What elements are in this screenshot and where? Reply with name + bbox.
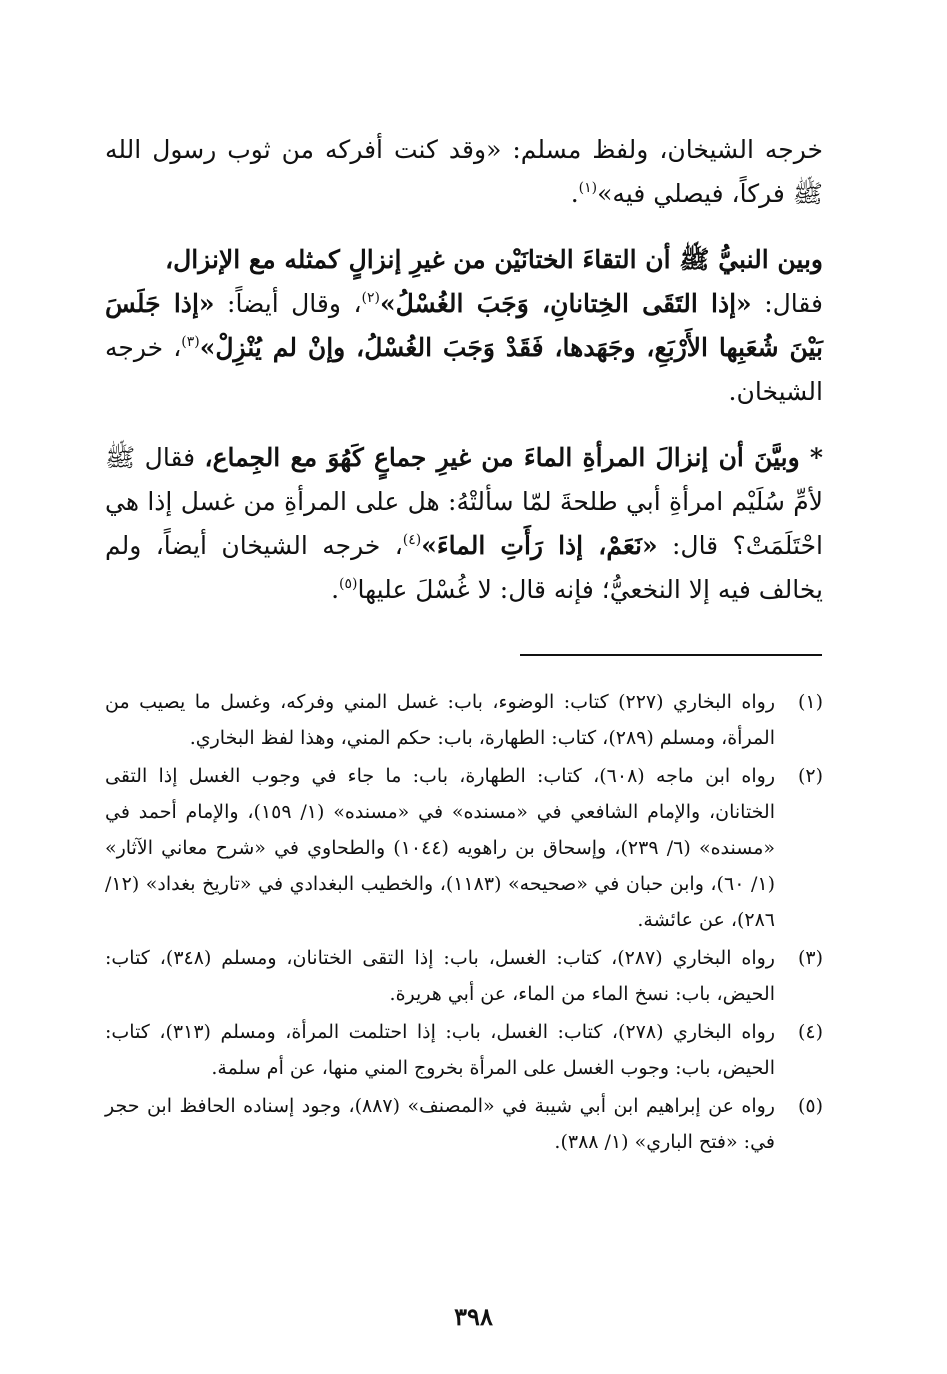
paragraph-3-lead: * وبيَّنَ أن إنزالَ المرأةِ الماءَ من غيرِ جماعٍ كَهُوَ مع الجِماع، (204, 443, 823, 472)
footnote-5 (105, 1088, 823, 1160)
paragraph-3-end: . (331, 575, 340, 604)
paragraph-2 (105, 238, 823, 414)
footnote-2 (105, 758, 823, 938)
paragraph-2-lead: وبين النبيُّ ﷺ أن التقاءَ الختانَيْن من غيرِ إنزالٍ كمثله مع الإنزال، (165, 245, 823, 274)
paragraph-1 (105, 128, 823, 216)
main-text (105, 128, 823, 612)
footnote-ref-1[interactable]: (١) (578, 180, 598, 196)
page-number: ٣٩٨ (454, 1302, 493, 1331)
footnote-ref-3[interactable]: (٣) (181, 334, 200, 350)
footnote-3 (105, 940, 823, 1012)
footnote-4 (105, 1014, 823, 1086)
footnote-number: (٣) (797, 947, 823, 969)
footnote-number: (٢) (797, 765, 823, 787)
paragraph-1-end: . (570, 179, 579, 208)
paragraph-2-mid: ، وقال أيضاً: (214, 289, 362, 318)
paragraph-2-end: ، خرجه الشيخان. (105, 333, 823, 406)
paragraph-3 (105, 436, 823, 612)
paragraph-3-text-2: ، خرجه الشيخان أيضاً، ولم يخالف فيه إلا النخعيُّ؛ فإنه قال: لا غُسْلَ عليها (105, 531, 823, 604)
footnote-ref-5[interactable]: (٥) (339, 576, 358, 592)
hadith-quote-1: «إذا التَقَى الخِتانانِ، وَجَبَ الغُسْلُ» (379, 289, 752, 318)
footnote-number: (١) (797, 691, 823, 713)
footnote-ref-2[interactable]: (٢) (361, 290, 380, 306)
hadith-quote-2: «إذا جَلَسَ بَيْنَ شُعَبِها الأَرْبَعِ، وجَهَدها، فَقَدْ وَجَبَ الغُسْلُ، وإنْ لم يُنْزِلْ» (105, 289, 823, 362)
footnote-text: رواه عن إبراهيم ابن أبي شيبة في «المصنف» (٨٨٧)، وجود إسناده الحافظ ابن حجر في: «فتح الباري» (١/ ٣٨٨). (105, 1095, 775, 1153)
footnote-divider (520, 654, 822, 656)
footnote-text: رواه البخاري (٢٧٨)، كتاب: الغسل، باب: إذا احتلمت المرأة، ومسلم (٣١٣)، كتاب: الحيض، باب: وجوب الغسل على المرأة بخروج المني منها، عن أم سلمة. (105, 1021, 775, 1079)
paragraph-3-text-1: فقال ﷺ لأمِّ سُلَيْم امرأةِ أبي طلحةَ لمّا سألتْهُ: هل على المرأةِ من غسل إذا هي احْتَلَمَتْ؟ قال: (105, 443, 823, 560)
paragraph-2-pre: فقال: (751, 289, 823, 318)
footnote-number: (٥) (797, 1095, 823, 1117)
paragraph-1-text: خرجه الشيخان، ولفظ مسلم: «وقد كنت أفركه من ثوب رسول الله ﷺ فركاً، فيصلي فيه» (105, 135, 823, 208)
hadith-quote-3: «نَعَمْ، إذا رَأَتِ الماءَ» (421, 531, 658, 560)
footnotes (105, 684, 823, 1162)
footnote-1 (105, 684, 823, 756)
footnote-text: رواه البخاري (٢٢٧) كتاب: الوضوء، باب: غسل المني وفركه، وغسل ما يصيب من المرأة، ومسلم (٢٨٩)، كتاب: الطهارة، باب: حكم المني، وهذا لفظ البخاري. (105, 691, 775, 749)
footnote-text: رواه ابن ماجه (٦٠٨)، كتاب: الطهارة، باب: ما جاء في وجوب الغسل إذا التقى الختانان، والإمام الشافعي في «مسنده» في «مسنده» (١/ ١٥٩)، والإمام أحمد في «مسنده» (٦/ ٢٣٩)، وإسحاق بن راهويه (١٠٤٤) والطحاوي في «شرح معاني الآثار» (١/ ٦٠)، وابن حبان في «صحيحه» (١١٨٣)، والخطيب البغدادي في «تاريخ بغداد» (١٢/ ٢٨٦)، عن عائشة. (105, 765, 776, 931)
footnote-ref-4[interactable]: (٤) (402, 532, 422, 548)
footnote-text: رواه البخاري (٢٨٧)، كتاب: الغسل، باب: إذا التقى الختانان، ومسلم (٣٤٨)، كتاب: الحيض، باب: نسخ الماء من الماء، عن أبي هريرة. (105, 947, 775, 1005)
footnote-number: (٤) (797, 1021, 823, 1043)
